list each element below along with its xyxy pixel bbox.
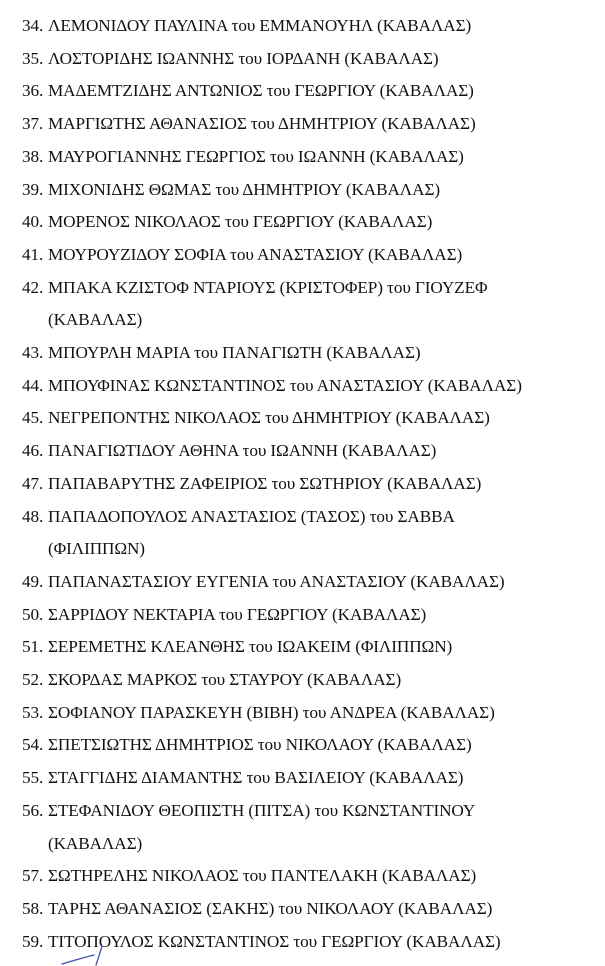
entry-text: ΤΑΡΗΣ ΑΘΑΝΑΣΙΟΣ (ΣΑΚΗΣ) του ΝΙΚΟΛΑΟΥ (ΚΑΒΑΛΑΣ) xyxy=(48,898,493,918)
entry-number: 41. xyxy=(22,244,44,264)
entry-text-block xyxy=(48,729,472,762)
entry-text-block xyxy=(48,239,462,272)
list-item xyxy=(22,501,602,566)
list-item xyxy=(22,566,602,599)
entry-text: ΣΩΤΗΡΕΛΗΣ ΝΙΚΟΛΑΟΣ του ΠΑΝΤΕΛΑΚΗ (ΚΑΒΑΛΑΣ) xyxy=(48,866,477,886)
entry-text-block xyxy=(48,75,474,108)
entry-text: ΜΠΟΥΡΛΗ ΜΑΡΙΑ του ΠΑΝΑΓΙΩΤΗ (ΚΑΒΑΛΑΣ) xyxy=(48,343,421,363)
entry-number: 38. xyxy=(22,146,44,166)
list-item xyxy=(22,272,602,337)
entry-text-block xyxy=(48,206,432,239)
entry-number: 56. xyxy=(22,800,44,820)
entry-text: ΠΑΠΑΒΑΡΥΤΗΣ ΖΑΦΕΙΡΙΟΣ του ΣΩΤΗΡΙΟΥ (ΚΑΒΑΛΑΣ) xyxy=(48,473,482,493)
entry-text: ΣΤΕΦΑΝΙΔΟΥ ΘΕΟΠΙΣΤΗ (ΠΙΤΣΑ) του ΚΩΝΣΤΑΝΤΙΝΟΥ xyxy=(48,800,476,820)
entry-text-block xyxy=(48,272,487,337)
signature-mark xyxy=(58,944,128,966)
entry-text: ΣΠΕΤΣΙΩΤΗΣ ΔΗΜΗΤΡΙΟΣ του ΝΙΚΟΛΑΟΥ (ΚΑΒΑΛΑΣ) xyxy=(48,735,472,755)
entry-text: ΝΕΓΡΕΠΟΝΤΗΣ ΝΙΚΟΛΑΟΣ του ΔΗΜΗΤΡΙΟΥ (ΚΑΒΑΛΑΣ) xyxy=(48,408,490,428)
entry-text-block xyxy=(48,501,455,566)
entry-text: ΠΑΝΑΓΙΩΤΙΔΟΥ ΑΘΗΝΑ του ΙΩΑΝΝΗ (ΚΑΒΑΛΑΣ) xyxy=(48,441,437,461)
list-item xyxy=(22,370,602,403)
entry-number: 53. xyxy=(22,702,44,722)
entry-number: 49. xyxy=(22,571,44,591)
entry-number: 37. xyxy=(22,114,44,134)
list-item xyxy=(22,599,602,632)
entry-text: ΜΙΧΟΝΙΔΗΣ ΘΩΜΑΣ του ΔΗΜΗΤΡΙΟΥ (ΚΑΒΑΛΑΣ) xyxy=(48,179,440,199)
entry-text-block xyxy=(48,174,440,207)
entry-text-block xyxy=(48,762,463,795)
entry-number: 50. xyxy=(22,604,44,624)
entry-text: ΜΟΥΡΟΥΖΙΔΟΥ ΣΟΦΙΑ του ΑΝΑΣΤΑΣΙΟΥ (ΚΑΒΑΛΑΣ) xyxy=(48,244,463,264)
entry-number: 36. xyxy=(22,81,44,101)
entry-number: 34. xyxy=(22,16,44,35)
entry-number: 55. xyxy=(22,768,44,788)
entry-text-block xyxy=(48,10,471,43)
entry-text: ΜΑΡΓΙΩΤΗΣ ΑΘΑΝΑΣΙΟΣ του ΔΗΜΗΤΡΙΟΥ (ΚΑΒΑΛΑΣ) xyxy=(48,114,476,134)
entry-text: ΜΑΥΡΟΓΙΑΝΝΗΣ ΓΕΩΡΓΙΟΣ του ΙΩΑΝΝΗ (ΚΑΒΑΛΑΣ) xyxy=(48,146,464,166)
list-item xyxy=(22,631,602,664)
entry-number: 57. xyxy=(22,866,44,886)
entry-text: ΣΑΡΡΙΔΟΥ ΝΕΚΤΑΡΙΑ του ΓΕΩΡΓΙΟΥ (ΚΑΒΑΛΑΣ) xyxy=(48,604,427,624)
entry-number: 59. xyxy=(22,931,44,951)
entry-text-block xyxy=(48,631,452,664)
entry-text: ΜΟΡΕΝΟΣ ΝΙΚΟΛΑΟΣ του ΓΕΩΡΓΙΟΥ (ΚΑΒΑΛΑΣ) xyxy=(48,212,433,232)
list-item xyxy=(22,697,602,730)
list-item xyxy=(22,664,602,697)
list-item xyxy=(22,206,602,239)
list-item xyxy=(22,108,602,141)
entry-text-block xyxy=(48,893,492,926)
entry-text: ΣΕΡΕΜΕΤΗΣ ΚΛΕΑΝΘΗΣ του ΙΩΑΚΕΙΜ (ΦΙΛΙΠΠΩΝ) xyxy=(48,637,453,657)
entry-text: ΣΟΦΙΑΝΟΥ ΠΑΡΑΣΚΕΥΗ (ΒΙΒΗ) του ΑΝΔΡΕΑ (ΚΑΒΑΛΑΣ) xyxy=(48,702,495,722)
entry-text: ΣΚΟΡΔΑΣ ΜΑΡΚΟΣ του ΣΤΑΥΡΟΥ (ΚΑΒΑΛΑΣ) xyxy=(48,670,402,690)
list-item xyxy=(22,435,602,468)
entry-text-block xyxy=(48,108,476,141)
entry-text-continuation: (ΚΑΒΑΛΑΣ) xyxy=(48,833,143,853)
entry-number: 39. xyxy=(22,179,44,199)
entry-text-continuation: (ΦΙΛΙΠΠΩΝ) xyxy=(48,539,145,559)
list-item xyxy=(22,239,602,272)
entry-text-continuation: (ΚΑΒΑΛΑΣ) xyxy=(48,310,143,330)
entry-text: ΛΕΜΟΝΙΔΟΥ ΠΑΥΛΙΝΑ του ΕΜΜΑΝΟΥΗΛ (ΚΑΒΑΛΑΣ) xyxy=(48,16,472,35)
entry-number: 47. xyxy=(22,473,44,493)
entry-number: 45. xyxy=(22,408,44,428)
list-item xyxy=(22,795,602,860)
entry-text-block xyxy=(48,599,426,632)
entry-text-block xyxy=(48,141,464,174)
list-item xyxy=(22,893,602,926)
entry-number: 43. xyxy=(22,343,44,363)
list-item xyxy=(22,860,602,893)
list-item xyxy=(22,468,602,501)
candidate-list xyxy=(22,10,602,958)
entry-text: ΣΤΑΓΓΙΔΗΣ ΔΙΑΜΑΝΤΗΣ του ΒΑΣΙΛΕΙΟΥ (ΚΑΒΑΛΑΣ) xyxy=(48,768,464,788)
entry-text-block xyxy=(48,435,436,468)
entry-text: ΠΑΠΑΔΟΠΟΥΛΟΣ ΑΝΑΣΤΑΣΙΟΣ (ΤΑΣΟΣ) του ΣΑΒΒΑ xyxy=(48,506,455,526)
entry-number: 44. xyxy=(22,375,44,395)
entry-text-block xyxy=(48,43,439,76)
entry-text: ΜΠΟΥΦΙΝΑΣ ΚΩΝΣΤΑΝΤΙΝΟΣ του ΑΝΑΣΤΑΣΙΟΥ (ΚΑΒΑΛΑΣ) xyxy=(48,375,522,395)
entry-text: ΜΑΔΕΜΤΖΙΔΗΣ ΑΝΤΩΝΙΟΣ του ΓΕΩΡΓΙΟΥ (ΚΑΒΑΛΑΣ) xyxy=(48,81,474,101)
entry-text-block xyxy=(48,402,490,435)
list-item xyxy=(22,10,602,43)
entry-number: 52. xyxy=(22,670,44,690)
list-item xyxy=(22,174,602,207)
entry-text: ΤΙΤΟΠΟΥΛΟΣ ΚΩΝΣΤΑΝΤΙΝΟΣ του ΓΕΩΡΓΙΟΥ (ΚΑΒΑΛΑΣ) xyxy=(48,931,501,951)
entry-number: 58. xyxy=(22,898,44,918)
entry-number: 54. xyxy=(22,735,44,755)
entry-text-block xyxy=(48,795,475,860)
entry-text: ΠΑΠΑΝΑΣΤΑΣΙΟΥ ΕΥΓΕΝΙΑ του ΑΝΑΣΤΑΣΙΟΥ (ΚΑΒΑΛΑΣ) xyxy=(48,571,505,591)
list-item xyxy=(22,762,602,795)
entry-text-block xyxy=(48,370,522,403)
entry-text: ΛΟΣΤΟΡΙΔΗΣ ΙΩΑΝΝΗΣ του ΙΟΡΔΑΝΗ (ΚΑΒΑΛΑΣ) xyxy=(48,48,439,68)
entry-number: 42. xyxy=(22,277,44,297)
entry-text: ΜΠΑΚΑ ΚΖΙΣΤΟΦ ΝΤΑΡΙΟΥΣ (ΚΡΙΣΤΟΦΕΡ) του ΓΙΟΥΖΕΦ xyxy=(48,277,488,297)
list-item xyxy=(22,75,602,108)
entry-text-block xyxy=(48,860,476,893)
entry-number: 40. xyxy=(22,212,44,232)
entry-number: 48. xyxy=(22,506,44,526)
entry-text-block xyxy=(48,697,495,730)
entry-text-block xyxy=(48,566,505,599)
entry-number: 35. xyxy=(22,48,44,68)
list-item xyxy=(22,729,602,762)
entry-text-block xyxy=(48,664,401,697)
list-item xyxy=(22,141,602,174)
list-item xyxy=(22,337,602,370)
list-item xyxy=(22,402,602,435)
entry-text-block xyxy=(48,337,421,370)
entry-number: 51. xyxy=(22,637,44,657)
list-item xyxy=(22,43,602,76)
entry-number: 46. xyxy=(22,441,44,461)
entry-text-block xyxy=(48,468,481,501)
